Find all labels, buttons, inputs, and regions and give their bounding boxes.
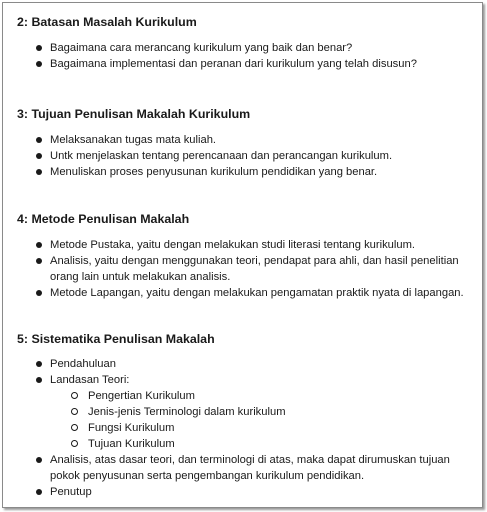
list-item-text: Melaksanakan tugas mata kuliah. bbox=[50, 134, 217, 146]
list-item bbox=[17, 356, 474, 372]
bullet-icon bbox=[36, 242, 42, 248]
list-item-text: Untk menjelaskan tentang perencanaan dan perancangan kurikulum. bbox=[50, 150, 393, 162]
bullet-list bbox=[17, 237, 474, 301]
bullet-list bbox=[17, 452, 474, 500]
sub-list-item bbox=[17, 404, 474, 420]
bullet-icon bbox=[36, 489, 42, 495]
list-item bbox=[17, 56, 474, 72]
list-item bbox=[17, 285, 474, 301]
bullet-icon bbox=[36, 457, 42, 463]
sub-list-item-text: Fungsi Kurikulum bbox=[88, 422, 175, 434]
list-item-text: Menuliskan proses penyusunan kurikulum pendidikan yang benar. bbox=[50, 166, 378, 178]
section-metode-penulisan bbox=[17, 211, 474, 301]
bullet-list bbox=[17, 132, 474, 180]
section-sistematika-penulisan bbox=[17, 331, 474, 500]
list-item-text: Metode Lapangan, yaitu dengan melakukan pengamatan praktik nyata di lapangan. bbox=[50, 287, 464, 299]
bullet-icon bbox=[36, 361, 42, 367]
bullet-list bbox=[17, 356, 474, 388]
list-item-text: Metode Pustaka, yaitu dengan melakukan studi literasi tentang kurikulum. bbox=[50, 239, 416, 251]
section-heading: 3: Tujuan Penulisan Makalah Kurikulum bbox=[17, 107, 251, 121]
sub-list-item-text: Jenis-jenis Terminologi dalam kurikulum bbox=[88, 406, 286, 418]
sub-list-item-text: Tujuan Kurikulum bbox=[88, 438, 175, 450]
list-item bbox=[17, 372, 474, 388]
bullet-icon bbox=[36, 258, 42, 264]
list-item-text: Analisis, yaitu dengan menggunakan teori, pendapat para ahli, dan hasil penelitian orang lain untuk melakukan analisis. bbox=[50, 255, 459, 283]
bullet-icon bbox=[36, 61, 42, 67]
bullet-icon bbox=[36, 290, 42, 296]
sub-list-item-text: Pengertian Kurikulum bbox=[88, 390, 195, 402]
list-item-text: Bagaimana implementasi dan peranan dari kurikulum yang telah disusun? bbox=[50, 58, 417, 70]
bullet-icon bbox=[36, 169, 42, 175]
list-item bbox=[17, 164, 474, 180]
sub-list-item bbox=[17, 420, 474, 436]
list-item-text: Analisis, atas dasar teori, dan terminologi di atas, maka dapat dirumuskan tujuan pokok penyusunan serta pengembangan kurikulum pendidikan. bbox=[50, 454, 450, 482]
list-item bbox=[17, 132, 474, 148]
document-page bbox=[2, 2, 483, 508]
bullet-icon bbox=[36, 137, 42, 143]
bullet-list bbox=[17, 40, 474, 72]
list-item-text: Landasan Teori: bbox=[50, 374, 130, 386]
bullet-icon bbox=[36, 45, 42, 51]
section-batasan-masalah bbox=[17, 14, 474, 72]
bullet-icon bbox=[36, 377, 42, 383]
hollow-bullet-icon bbox=[71, 408, 78, 415]
hollow-bullet-icon bbox=[71, 424, 78, 431]
hollow-bullet-icon bbox=[71, 392, 78, 399]
section-heading: 2: Batasan Masalah Kurikulum bbox=[17, 15, 197, 29]
list-item-text: Penutup bbox=[50, 486, 92, 498]
hollow-bullet-icon bbox=[71, 440, 78, 447]
list-item-text: Bagaimana cara merancang kurikulum yang baik dan benar? bbox=[50, 42, 353, 54]
section-heading: 5: Sistematika Penulisan Makalah bbox=[17, 332, 215, 346]
bullet-icon bbox=[36, 153, 42, 159]
list-item bbox=[17, 253, 474, 285]
section-tujuan-penulisan bbox=[17, 106, 474, 180]
list-item bbox=[17, 484, 474, 500]
list-item bbox=[17, 148, 474, 164]
sub-bullet-list bbox=[17, 388, 474, 452]
list-item-text: Pendahuluan bbox=[50, 358, 116, 370]
list-item bbox=[17, 40, 474, 56]
list-item bbox=[17, 452, 474, 484]
sub-list-item bbox=[17, 436, 474, 452]
section-heading: 4: Metode Penulisan Makalah bbox=[17, 212, 190, 226]
sub-list-item bbox=[17, 388, 474, 404]
list-item bbox=[17, 237, 474, 253]
